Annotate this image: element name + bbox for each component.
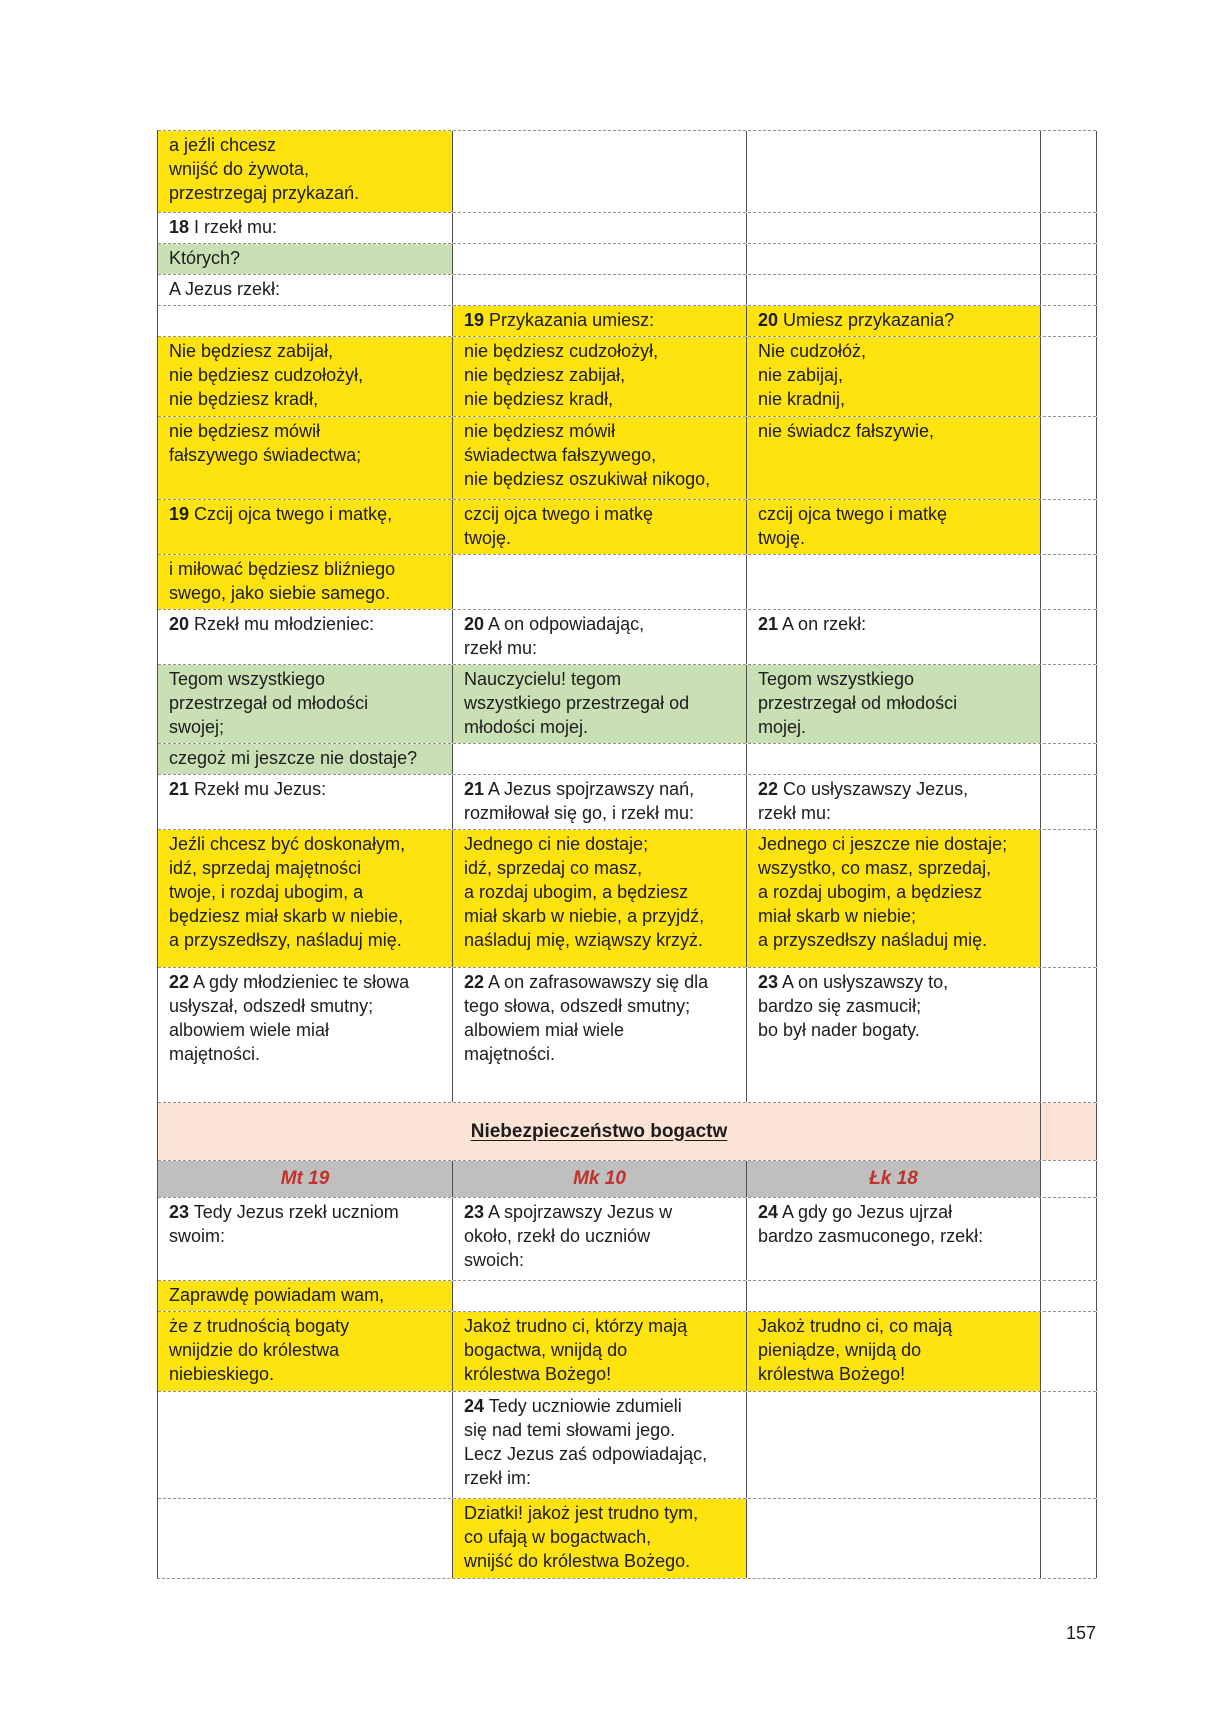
column-header-label: Mt 19 bbox=[280, 1168, 330, 1189]
verse-cell bbox=[453, 968, 747, 1102]
verse-cell bbox=[158, 1392, 453, 1498]
verse-number: 22 bbox=[169, 972, 190, 992]
verse-cell bbox=[747, 665, 1041, 743]
verse-cell bbox=[158, 744, 453, 774]
text-line: co ufają w bogactwach, bbox=[464, 1527, 652, 1547]
table-row bbox=[158, 967, 1096, 1102]
margin-cell bbox=[1041, 1392, 1097, 1498]
section-title: Niebezpieczeństwo bogactw bbox=[470, 1120, 728, 1142]
margin-cell bbox=[1041, 275, 1097, 305]
verse-cell bbox=[747, 1499, 1041, 1578]
verse-cell bbox=[747, 1281, 1041, 1311]
text-line: Zaprawdę powiadam wam, bbox=[169, 1285, 385, 1305]
table-row bbox=[158, 743, 1096, 774]
text-line: niebieskiego. bbox=[169, 1364, 275, 1384]
verse-number: 22 bbox=[758, 779, 779, 799]
verse-cell bbox=[158, 500, 453, 554]
margin-cell bbox=[1041, 500, 1097, 554]
text-line: się nad temi słowami jego. bbox=[464, 1420, 676, 1440]
text-line: przestrzegał od młodości bbox=[758, 693, 958, 713]
table-row bbox=[158, 774, 1096, 829]
verse-cell bbox=[453, 830, 747, 967]
text-line: Jednego ci nie dostaje; bbox=[464, 834, 649, 854]
verse-cell bbox=[158, 775, 453, 829]
text-line: twoję. bbox=[758, 528, 806, 548]
verse-cell bbox=[158, 213, 453, 243]
verse-cell bbox=[158, 555, 453, 609]
verse-cell bbox=[747, 275, 1041, 305]
text-line: swego, jako siebie samego. bbox=[169, 583, 391, 603]
verse-cell bbox=[453, 744, 747, 774]
text-line: Nie będziesz zabijał, bbox=[169, 341, 334, 361]
text-line: i miłować będziesz bliźniego bbox=[169, 559, 396, 579]
verse-cell bbox=[158, 306, 453, 336]
verse-cell bbox=[158, 417, 453, 499]
margin-cell bbox=[1041, 555, 1097, 609]
text-line: młodości mojej. bbox=[464, 717, 589, 737]
verse-cell bbox=[158, 968, 453, 1102]
margin-cell bbox=[1041, 830, 1097, 967]
text-line: fałszywego świadectwa; bbox=[169, 445, 362, 465]
table-row bbox=[158, 305, 1096, 336]
table-row bbox=[158, 554, 1096, 609]
verse-cell bbox=[747, 244, 1041, 274]
text-line: przestrzegał od młodości bbox=[169, 693, 369, 713]
text-line: bo był nader bogaty. bbox=[758, 1020, 920, 1040]
text-line: nie będziesz kradł, bbox=[464, 389, 614, 409]
text-line: swoich: bbox=[464, 1250, 525, 1270]
text-line: 23 A on usłyszawszy to, bbox=[758, 972, 949, 992]
text-line: nie będziesz kradł, bbox=[169, 389, 319, 409]
verse-cell bbox=[747, 306, 1041, 336]
verse-cell bbox=[747, 744, 1041, 774]
text-line: wnijść do królestwa Bożego. bbox=[464, 1551, 691, 1571]
verse-cell bbox=[158, 337, 453, 416]
text-line: wnijść do żywota, bbox=[169, 159, 310, 179]
verse-cell bbox=[747, 610, 1041, 664]
verse-number: 19 bbox=[169, 504, 190, 524]
text-line: Jakoż trudno ci, co mają bbox=[758, 1316, 953, 1336]
text-line: nie będziesz oszukiwał nikogo, bbox=[464, 469, 711, 489]
page-number: 157 bbox=[1065, 1623, 1096, 1643]
column-header-label: Łk 18 bbox=[869, 1168, 918, 1189]
verse-cell bbox=[747, 1198, 1041, 1280]
table-row bbox=[158, 274, 1096, 305]
margin-cell bbox=[1041, 665, 1097, 743]
verse-cell bbox=[453, 131, 747, 212]
text-line: Jakoż trudno ci, którzy mają bbox=[464, 1316, 688, 1336]
text-line: twoje, i rozdaj ubogim, a bbox=[169, 882, 364, 902]
verse-cell bbox=[453, 417, 747, 499]
text-line: Nie cudzołóż, bbox=[758, 341, 867, 361]
margin-cell bbox=[1041, 1198, 1097, 1280]
text-line: 22 Co usłyszawszy Jezus, bbox=[758, 779, 969, 799]
text-line: majętności. bbox=[169, 1044, 261, 1064]
verse-cell bbox=[158, 1281, 453, 1311]
text-line: albowiem miał wiele bbox=[464, 1020, 625, 1040]
margin-cell bbox=[1041, 1499, 1097, 1578]
verse-number: 23 bbox=[464, 1202, 485, 1222]
verse-cell bbox=[747, 775, 1041, 829]
verse-number: 24 bbox=[758, 1202, 779, 1222]
text-line: a jeźli chcesz bbox=[169, 135, 277, 155]
margin-cell bbox=[1041, 775, 1097, 829]
text-line: będziesz miał skarb w niebie, bbox=[169, 906, 404, 926]
verse-cell bbox=[747, 417, 1041, 499]
text-line: bardzo się zasmucił; bbox=[758, 996, 922, 1016]
column-header-mt-19 bbox=[158, 1161, 453, 1197]
text-line: nie świadcz fałszywie, bbox=[758, 421, 935, 441]
text-line: idź, sprzedaj co masz, bbox=[464, 858, 643, 878]
text-line: bardzo zasmuconego, rzekł: bbox=[758, 1226, 984, 1246]
text-line: 18 I rzekł mu: bbox=[169, 217, 278, 237]
text-line: twoję. bbox=[464, 528, 512, 548]
text-line: 24 A gdy go Jezus ujrzał bbox=[758, 1202, 953, 1222]
text-line: nie zabijaj, bbox=[758, 365, 844, 385]
margin-cell bbox=[1041, 1161, 1097, 1197]
verse-cell bbox=[747, 131, 1041, 212]
verse-number: 19 bbox=[464, 310, 485, 330]
text-line: nie będziesz cudzołożył, bbox=[464, 341, 659, 361]
verse-cell bbox=[747, 1392, 1041, 1498]
table-row bbox=[158, 243, 1096, 274]
text-line: 20 Rzekł mu młodzieniec: bbox=[169, 614, 375, 634]
verse-cell bbox=[747, 968, 1041, 1102]
text-line: albowiem wiele miał bbox=[169, 1020, 330, 1040]
verse-number: 22 bbox=[464, 972, 485, 992]
table-row bbox=[158, 130, 1096, 212]
table-row bbox=[158, 336, 1096, 416]
table-row bbox=[158, 1280, 1096, 1311]
verse-cell bbox=[453, 244, 747, 274]
verse-number: 21 bbox=[464, 779, 485, 799]
margin-cell bbox=[1041, 1281, 1097, 1311]
margin-cell bbox=[1041, 417, 1097, 499]
text-line: 21 Rzekł mu Jezus: bbox=[169, 779, 327, 799]
text-line: nie będziesz mówił bbox=[169, 421, 321, 441]
verse-cell bbox=[747, 500, 1041, 554]
verse-cell bbox=[747, 555, 1041, 609]
margin-cell bbox=[1041, 1312, 1097, 1391]
verse-cell bbox=[747, 213, 1041, 243]
text-line: nie będziesz mówił bbox=[464, 421, 616, 441]
text-line: 22 A gdy młodzieniec te słowa bbox=[169, 972, 410, 992]
text-line: Dziatki! jakoż jest trudno tym, bbox=[464, 1503, 699, 1523]
table-row bbox=[158, 212, 1096, 243]
text-line: przestrzegaj przykazań. bbox=[169, 183, 360, 203]
verse-cell bbox=[158, 244, 453, 274]
text-line: wszystkiego przestrzegał od bbox=[464, 693, 690, 713]
text-line: 19 Czcij ojca twego i matkę, bbox=[169, 504, 393, 524]
text-line: 19 Przykazania umiesz: bbox=[464, 310, 655, 330]
verse-cell bbox=[453, 665, 747, 743]
text-line: swoim: bbox=[169, 1226, 226, 1246]
text-line: miał skarb w niebie, a przyjdź, bbox=[464, 906, 705, 926]
synopsis-table bbox=[157, 130, 1096, 1579]
verse-cell bbox=[453, 1281, 747, 1311]
text-line: 22 A on zafrasowawszy się dla bbox=[464, 972, 709, 992]
table-row bbox=[158, 499, 1096, 554]
verse-cell bbox=[747, 337, 1041, 416]
verse-cell bbox=[158, 275, 453, 305]
text-line: wszystko, co masz, sprzedaj, bbox=[758, 858, 992, 878]
verse-number: 24 bbox=[464, 1396, 485, 1416]
text-line: Nauczycielu! tegom bbox=[464, 669, 622, 689]
table-row bbox=[158, 1498, 1096, 1578]
text-line: 21 A on rzekł: bbox=[758, 614, 867, 634]
verse-cell bbox=[453, 500, 747, 554]
text-line: a rozdaj ubogim, a będziesz bbox=[464, 882, 689, 902]
verse-cell bbox=[158, 610, 453, 664]
text-line: a rozdaj ubogim, a będziesz bbox=[758, 882, 983, 902]
verse-cell bbox=[453, 610, 747, 664]
text-line: nie będziesz zabijał, bbox=[464, 365, 626, 385]
text-line: czegoż mi jeszcze nie dostaje? bbox=[169, 748, 418, 768]
text-line: wnijdzie do królestwa bbox=[169, 1340, 340, 1360]
text-line: swojej; bbox=[169, 717, 225, 737]
text-line: rzekł mu: bbox=[758, 803, 832, 823]
text-line: 23 A spojrzawszy Jezus w bbox=[464, 1202, 673, 1222]
verse-number: 21 bbox=[758, 614, 779, 634]
verse-number: 18 bbox=[169, 217, 190, 237]
text-line: królestwa Bożego! bbox=[758, 1364, 906, 1384]
text-line: Jednego ci jeszcze nie dostaje; bbox=[758, 834, 1008, 854]
verse-cell bbox=[453, 1392, 747, 1498]
verse-number: 20 bbox=[758, 310, 779, 330]
verse-cell bbox=[453, 337, 747, 416]
text-line: czcij ojca twego i matkę bbox=[464, 504, 654, 524]
margin-cell bbox=[1041, 131, 1097, 212]
margin-cell bbox=[1041, 744, 1097, 774]
text-line: nie będziesz cudzołożył, bbox=[169, 365, 364, 385]
section-band-row bbox=[158, 1102, 1096, 1160]
text-line: tego słowa, odszedł smutny; bbox=[464, 996, 691, 1016]
verse-cell bbox=[453, 1499, 747, 1578]
text-line: Jeźli chcesz być doskonałym, bbox=[169, 834, 406, 854]
table-row bbox=[158, 609, 1096, 664]
text-line: czcij ojca twego i matkę bbox=[758, 504, 948, 524]
verse-cell bbox=[747, 1312, 1041, 1391]
margin-cell bbox=[1041, 306, 1097, 336]
text-line: 20 A on odpowiadając, bbox=[464, 614, 645, 634]
verse-cell bbox=[453, 775, 747, 829]
text-line: idź, sprzedaj majętności bbox=[169, 858, 362, 878]
text-line: A Jezus rzekł: bbox=[169, 279, 281, 299]
text-line: królestwa Bożego! bbox=[464, 1364, 612, 1384]
verse-cell bbox=[158, 131, 453, 212]
text-line: Których? bbox=[169, 248, 241, 268]
text-line: że z trudnością bogaty bbox=[169, 1316, 350, 1336]
margin-cell bbox=[1041, 968, 1097, 1102]
verse-cell bbox=[158, 1198, 453, 1280]
text-line: Lecz Jezus zaś odpowiadając, bbox=[464, 1444, 708, 1464]
verse-cell bbox=[158, 1499, 453, 1578]
verse-cell bbox=[158, 1312, 453, 1391]
text-line: rzekł mu: bbox=[464, 638, 538, 658]
column-header-label: Mk 10 bbox=[573, 1168, 626, 1189]
verse-number: 23 bbox=[169, 1202, 190, 1222]
text-line: około, rzekł do uczniów bbox=[464, 1226, 651, 1246]
text-line: miał skarb w niebie; bbox=[758, 906, 917, 926]
margin-cell bbox=[1041, 244, 1097, 274]
verse-cell bbox=[158, 665, 453, 743]
section-band-cell bbox=[158, 1103, 1041, 1160]
margin-cell bbox=[1041, 213, 1097, 243]
text-line: 23 Tedy Jezus rzekł uczniom bbox=[169, 1202, 399, 1222]
verse-cell bbox=[453, 275, 747, 305]
text-line: 21 A Jezus spojrzawszy nań, bbox=[464, 779, 695, 799]
verse-number: 20 bbox=[169, 614, 190, 634]
column-header-mk-10 bbox=[453, 1161, 747, 1197]
text-line: usłyszał, odszedł smutny; bbox=[169, 996, 374, 1016]
text-line: 20 Umiesz przykazania? bbox=[758, 310, 955, 330]
text-line: naśladuj mię, wziąwszy krzyż. bbox=[464, 930, 704, 950]
verse-number: 21 bbox=[169, 779, 190, 799]
column-header-row bbox=[158, 1160, 1096, 1197]
text-line: rzekł im: bbox=[464, 1468, 531, 1488]
text-line: a przyszedłszy naśladuj mię. bbox=[758, 930, 988, 950]
text-line: majętności. bbox=[464, 1044, 556, 1064]
column-header-łk-18 bbox=[747, 1161, 1041, 1197]
text-line: nie kradnij, bbox=[758, 389, 846, 409]
margin-cell bbox=[1041, 337, 1097, 416]
text-line: świadectwa fałszywego, bbox=[464, 445, 657, 465]
verse-cell bbox=[453, 306, 747, 336]
verse-cell bbox=[747, 830, 1041, 967]
text-line: rozmiłował się go, i rzekł mu: bbox=[464, 803, 695, 823]
text-line: Tegom wszystkiego bbox=[169, 669, 326, 689]
verse-cell bbox=[453, 1312, 747, 1391]
verse-cell bbox=[453, 213, 747, 243]
text-line: 24 Tedy uczniowie zdumieli bbox=[464, 1396, 682, 1416]
verse-number: 20 bbox=[464, 614, 485, 634]
table-row bbox=[158, 829, 1096, 967]
text-line: mojej. bbox=[758, 717, 807, 737]
table-row bbox=[158, 416, 1096, 499]
section-band-side-cell bbox=[1041, 1103, 1097, 1160]
text-line: bogactwa, wnijdą do bbox=[464, 1340, 628, 1360]
verse-cell bbox=[453, 555, 747, 609]
verse-cell bbox=[453, 1198, 747, 1280]
text-line: pieniądze, wnijdą do bbox=[758, 1340, 922, 1360]
text-line: a przyszedłszy, naśladuj mię. bbox=[169, 930, 402, 950]
table-row bbox=[158, 1197, 1096, 1280]
text-line: Tegom wszystkiego bbox=[758, 669, 915, 689]
table-row bbox=[158, 1391, 1096, 1498]
verse-cell bbox=[158, 830, 453, 967]
table-row bbox=[158, 664, 1096, 743]
verse-number: 23 bbox=[758, 972, 779, 992]
margin-cell bbox=[1041, 610, 1097, 664]
table-row bbox=[158, 1311, 1096, 1391]
